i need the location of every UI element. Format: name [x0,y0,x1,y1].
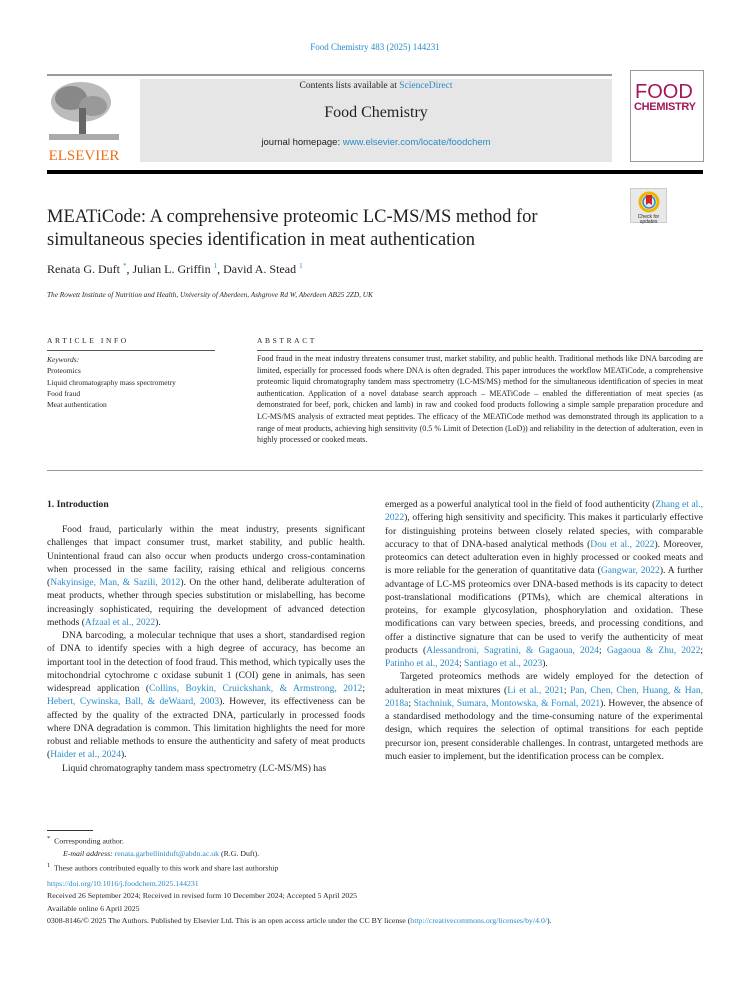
right-column [385,498,703,763]
paragraph-text: ), offering high sensitivity and specificity. This makes it particularly effective for distinguishing proteins between closely related species, with comparable accuracy to that of DNA-based analytical methods ( [385,512,703,550]
abstract-heading: ABSTRACT [257,336,317,345]
article-info-heading: ARTICLE INFO [47,336,129,345]
citation-link[interactable]: Santiago et al., 2023 [464,658,543,669]
cover-title-food: FOOD [635,81,693,103]
paragraph [47,523,365,629]
email-link[interactable]: renata.garbelliniduft@abdn.ac.uk [114,848,220,858]
header-rule [47,74,612,76]
footnote-rule [47,830,93,831]
sciencedirect-link[interactable]: ScienceDirect [399,81,453,91]
check-for-updates-button[interactable] [630,188,667,223]
paragraph-text: Liquid chromatography tandem mass spectrometry (LC-MS/MS) has [62,762,327,774]
email-suffix: (R.G. Duft). [219,848,260,858]
license-line [47,915,552,927]
keyword: Meat authentication [47,400,107,410]
journal-name: Food Chemistry [324,104,428,121]
email-label: E-mail address: [63,848,113,858]
affiliation: The Rowett Institute of Nutrition and Health, University of Aberdeen, Ashgrove Rd W, Aberdeen AB25 2ZD, UK [47,290,373,299]
available-online: Available online 6 April 2025 [47,903,140,913]
paragraph [47,629,365,762]
article-title: MEATiCode: A comprehensive proteomic LC-MS/MS method for simultaneous species identification in meat authentication [47,207,538,250]
citation-link[interactable]: Patinho et al., 2024 [385,658,459,669]
section-heading-introduction: 1. Introduction [47,499,109,510]
footnote-text: Corresponding author. [54,836,124,846]
citation-link[interactable]: Gangwar, 2022 [600,565,660,577]
paragraph-text: ). However, the absence of a standardised methodology and the time-consuming nature of the experimental design, which requires the selection of optimal transitions for each peptide precursor ion, present considerable challenges. In contrast, untargeted methods are much easier to implement, but the identification process can be complex. [385,697,703,762]
citation-link[interactable]: Hebert, Cywinska, Ball, & deWaard, 2003 [47,696,220,708]
paragraph-text: ; [700,644,703,656]
homepage-line [140,137,612,148]
keyword: Food fraud [47,388,81,398]
footnote-mark: 1 [47,861,51,869]
abstract-bottom-rule [47,470,703,471]
citation-link[interactable]: Pan, Chen, Chen, Huang, & Han, 2018a [385,684,704,709]
paragraph [385,498,703,670]
publication-info [47,878,552,927]
contents-label: Contents lists available at [299,81,400,91]
keywords-label: Keywords: [47,355,80,364]
citation-link[interactable]: Li et al., 2021 [507,684,564,696]
citation-link[interactable]: Dou et al., 2022 [590,538,655,550]
keywords-block [47,354,176,410]
keyword: Liquid chromatography mass spectrometry [47,377,176,387]
paragraph-text: ; [458,658,465,669]
footnote-email [47,848,278,860]
paragraph-text: ). Moreover, proteomics can detect adulteration even in highly processed or cooked meats and is more reliable for the generation of quantitative data ( [385,538,703,577]
elsevier-tree-icon [47,80,121,142]
keyword: Proteomics [47,366,81,376]
paragraph-text: ). On the other hand, deliberate adulteration of meat products, whether through species substitution or mislabelling, has become increasingly sophisticated, requiring the development of advanced detection methods ( [47,577,365,628]
contents-line [140,81,612,91]
paragraph-text: ; [362,683,365,694]
paragraph-text: ; [599,644,607,656]
abstract-text: Food fraud in the meat industry threatens consumer trust, market stability, and public health. Traditional methods like DNA barcoding are limited, especially for processed foods where DNA is often degraded. This paper introduces the workflow MEATiCode, a comprehensive proteomic liquid chromatography tandem mass spectrometry (LC-MS/MS) method for the simultaneous identification of species in meat authentication. Application of a novel database search approach – MEATiCode – enabled the differentiation of meat species (as demonstrated for beef, pork, chicken and lamb) in raw and cooked food products following a simple sample preparation procedure and LC-MS/MS analysis of extracted meat peptides. The efficacy of the MEATiCode method was demonstrated through its application to a range of meat products, achieving high sensitivity (0.5 % Limit of Detection (LoD)) and reliability in the detection of adulteration, even in highly processed or cooked meats. [257,354,703,445]
license-link[interactable]: http://creativecommons.org/licenses/by/4.0/ [410,915,548,925]
paragraph-text: ). A further advantage of LC-MS proteomics over DNA-based methods is its capacity to detect post-translational modifications (PTMs), which are chemical alterations in proteins, for example glycosylation, phosphorylation and oxidation. These modifications can vary between species, breeds, and processing conditions, and offer a distinctive signature that can be used to verify the authenticity of meat products ( [385,565,703,656]
footnotes [47,833,278,874]
paragraph-text: ; [408,697,414,709]
journal-cover[interactable] [630,70,704,162]
bookmark-icon [638,191,660,213]
journal-banner [140,79,612,162]
citation-link[interactable]: Afzaal et al., 2022 [84,616,156,628]
footnote-text: These authors contributed equally to this work and share last authorship [54,863,279,873]
doi-link[interactable]: https://doi.org/10.1016/j.foodchem.2025.144231 [47,879,199,888]
paragraph [47,762,365,775]
cover-title-chemistry: CHEMISTRY [634,101,696,113]
author-list: Renata G. Duft *, Julian L. Griffin $^1$, David A. Stead $^1$ [47,262,303,276]
paragraph-text: ). [155,616,161,628]
article-info-rule [47,350,215,351]
author-name[interactable]: David A. Stead [223,262,297,276]
paragraph-text: ). [542,658,548,669]
abstract-rule [257,350,703,351]
author-mark[interactable]: * [122,262,127,270]
paragraph-text: Targeted proteomics methods are widely employed for the detection of adulteration in meat mixtures ( [385,671,703,696]
homepage-link[interactable]: www.elsevier.com/locate/foodchem [342,137,491,148]
paragraph-text: Food fraud, particularly within the meat industry, presents significant challenges that impact consumer trust, market stability, and public health. Unintentional fraud can also occur when products undergo cross-contamination when processed in the same facility, raising ethical and religious concerns ( [47,524,365,588]
citation-link[interactable]: Stachniuk, Sumara, Montowska, & Fornal, 2021 [413,697,601,709]
paragraph-text: emerged as a powerful analytical tool in the field of food authenticity ( [385,499,656,510]
citation-link[interactable]: Zhang et al., 2022 [385,499,704,524]
license-suffix: ). [547,915,552,925]
footnote-mark: * [47,835,51,842]
citation-link[interactable]: Nakyinsige, Man, & Sazili, 2012 [50,577,181,588]
citation-link[interactable]: Haider et al., 2024 [50,749,121,761]
author-name[interactable]: Renata G. Duft [47,262,120,276]
journal-reference[interactable]: Food Chemistry 483 (2025) 144231 [310,42,440,52]
author-mark[interactable]: 1 [299,262,303,270]
citation-link[interactable]: Collins, Boykin, Cruickshank, & Armstrong, 2012 [149,683,363,694]
license-text: 0308-8146/© 2025 The Authors. Published by Elsevier Ltd. This is an open access article under the CC BY license ( [47,915,411,925]
footnote-equal [47,860,278,875]
homepage-label: journal homepage: [261,137,343,148]
received-dates: Received 26 September 2024; Received in revised form 10 December 2024; Accepted 5 April 2025 [47,891,358,901]
left-column [47,523,365,775]
paragraph-text: ). [120,749,127,761]
citation-link[interactable]: Alessandroni, Sagratini, & Gagaoua, 2024 [426,644,600,656]
citation-link[interactable]: Gagaoua & Zhu, 2022 [606,644,701,656]
paragraph [385,670,703,763]
elsevier-wordmark: ELSEVIER [48,148,120,164]
check-for-updates-label: Check for updates [637,214,660,225]
footnote-corresponding [47,833,278,848]
header-thick-rule [47,170,703,174]
author-name[interactable]: Julian L. Griffin [132,262,211,276]
paragraph-text: ). However, its effectiveness can be affected by the quality of the extracted DNA, particularly in processed foods where DNA degradation is common. This limitation highlights the need for more robust and reliable methods to ensure the authenticity and safety of meat products ( [47,696,365,761]
paragraph-text: ; [563,684,571,696]
author-mark[interactable]: 1 [213,262,218,270]
elsevier-logo [47,80,121,162]
paragraph-text: DNA barcoding, a molecular technique that uses a short, standardised region of DNA to identify species with a high degree of accuracy, has become an important tool in the detection of food fraud. This method, which typically uses the mitochondrial cytochrome c oxidase subunit 1 (COI) gene in animals, has seen widespread application ( [47,630,365,694]
